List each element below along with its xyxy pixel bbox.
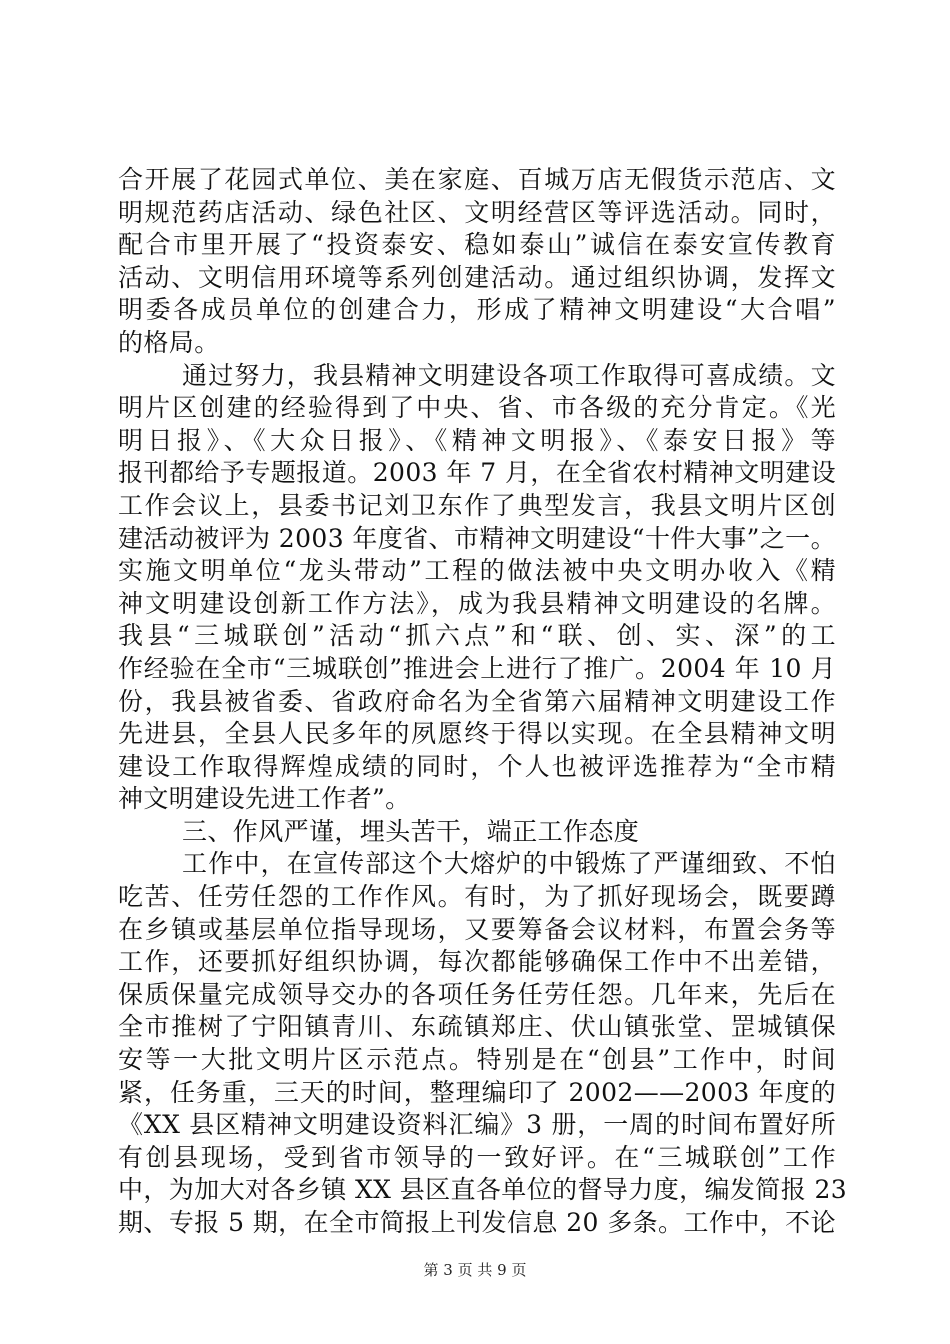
text-line: 活动、文明信用环境等系列创建活动。通过组织协调，发挥文 <box>118 262 836 292</box>
text-line: 实施文明单位“龙头带动”工程的做法被中央文明办收入《精 <box>118 556 836 586</box>
text-line: 作经验在全市“三城联创”推进会上进行了推广。2004 年 10 月 <box>118 653 836 683</box>
section-heading: 三、作风严谨，埋头苦干，端正工作态度 <box>182 816 640 846</box>
text-line: 期、专报 5 期，在全市简报上刊发信息 20 多条。工作中，不论 <box>118 1208 836 1237</box>
text-line: 建设工作取得辉煌成绩的同时，个人也被评选推荐为“全市精 <box>118 751 836 781</box>
text-line: 的格局。 <box>118 327 220 357</box>
text-line: 先进县，全县人民多年的夙愿终于得以实现。在全县精神文明 <box>118 719 836 749</box>
text-line: 吃苦、任劳任怨的工作作风。有时，为了抓好现场会，既要蹲 <box>118 882 836 912</box>
text-line: 合开展了花园式单位、美在家庭、百城万店无假货示范店、文 <box>118 165 836 194</box>
text-line: 神文明建设先进工作者”。 <box>118 784 411 814</box>
text-line: 明片区创建的经验得到了中央、省、市各级的充分肯定。《光 <box>118 393 836 423</box>
text-line: 安等一大批文明片区示范点。特别是在“创县”工作中，时间 <box>118 1045 836 1075</box>
text-line: 紧，任务重，三天的时间，整理编印了 2002——2003 年度的 <box>118 1077 836 1107</box>
paragraph-start-line: 通过努力，我县精神文明建设各项工作取得可喜成绩。文 <box>182 360 836 390</box>
text-line: 有创县现场，受到省市领导的一致好评。在“三城联创”工作 <box>118 1142 836 1172</box>
page-number-footer: 第 3 页 共 9 页 <box>423 1261 527 1279</box>
text-line: 份，我县被省委、省政府命名为全省第六届精神文明建设工作 <box>118 686 836 716</box>
text-line: 明规范药店活动、绿色社区、文明经营区等评选活动。同时， <box>118 197 836 227</box>
text-line: 神文明建设创新工作方法》，成为我县精神文明建设的名牌。 <box>118 588 836 618</box>
text-line: 工作会议上，县委书记刘卫东作了典型发言，我县文明片区创 <box>118 490 836 520</box>
text-line: 配合市里开展了“投资泰安、稳如泰山”诚信在泰安宣传教育 <box>118 230 836 260</box>
text-line: 报刊都给予专题报道。2003 年 7 月，在全省农村精神文明建设 <box>118 458 836 488</box>
paragraph-start-line: 工作中，在宣传部这个大熔炉的中锻炼了严谨细致、不怕 <box>182 849 836 879</box>
document-body <box>118 164 848 1240</box>
text-line: 中，为加大对各乡镇 XX 县区直各单位的督导力度，编发简报 23 <box>118 1175 848 1205</box>
text-line: 明日报》、《大众日报》、《精神文明报》、《泰安日报》等 <box>118 425 836 455</box>
text-line: 全市推树了宁阳镇青川、东疏镇郑庄、伏山镇张堂、罡城镇保 <box>118 1012 836 1042</box>
text-line: 在乡镇或基层单位指导现场，又要筹备会议材料，布置会务等 <box>118 914 836 944</box>
text-line: 明委各成员单位的创建合力，形成了精神文明建设“大合唱” <box>118 295 836 325</box>
text-line: 保质保量完成领导交办的各项任务任劳任怨。几年来，先后在 <box>118 979 836 1009</box>
text-line: 我县“三城联创”活动“抓六点”和“联、创、实、深”的工 <box>118 621 836 651</box>
text-line: 《XX 县区精神文明建设资料汇编》3 册，一周的时间布置好所 <box>118 1110 836 1140</box>
text-line: 工作，还要抓好组织协调，每次都能够确保工作中不出差错， <box>118 947 836 977</box>
text-line: 建活动被评为 2003 年度省、市精神文明建设“十件大事”之一。 <box>118 523 836 553</box>
